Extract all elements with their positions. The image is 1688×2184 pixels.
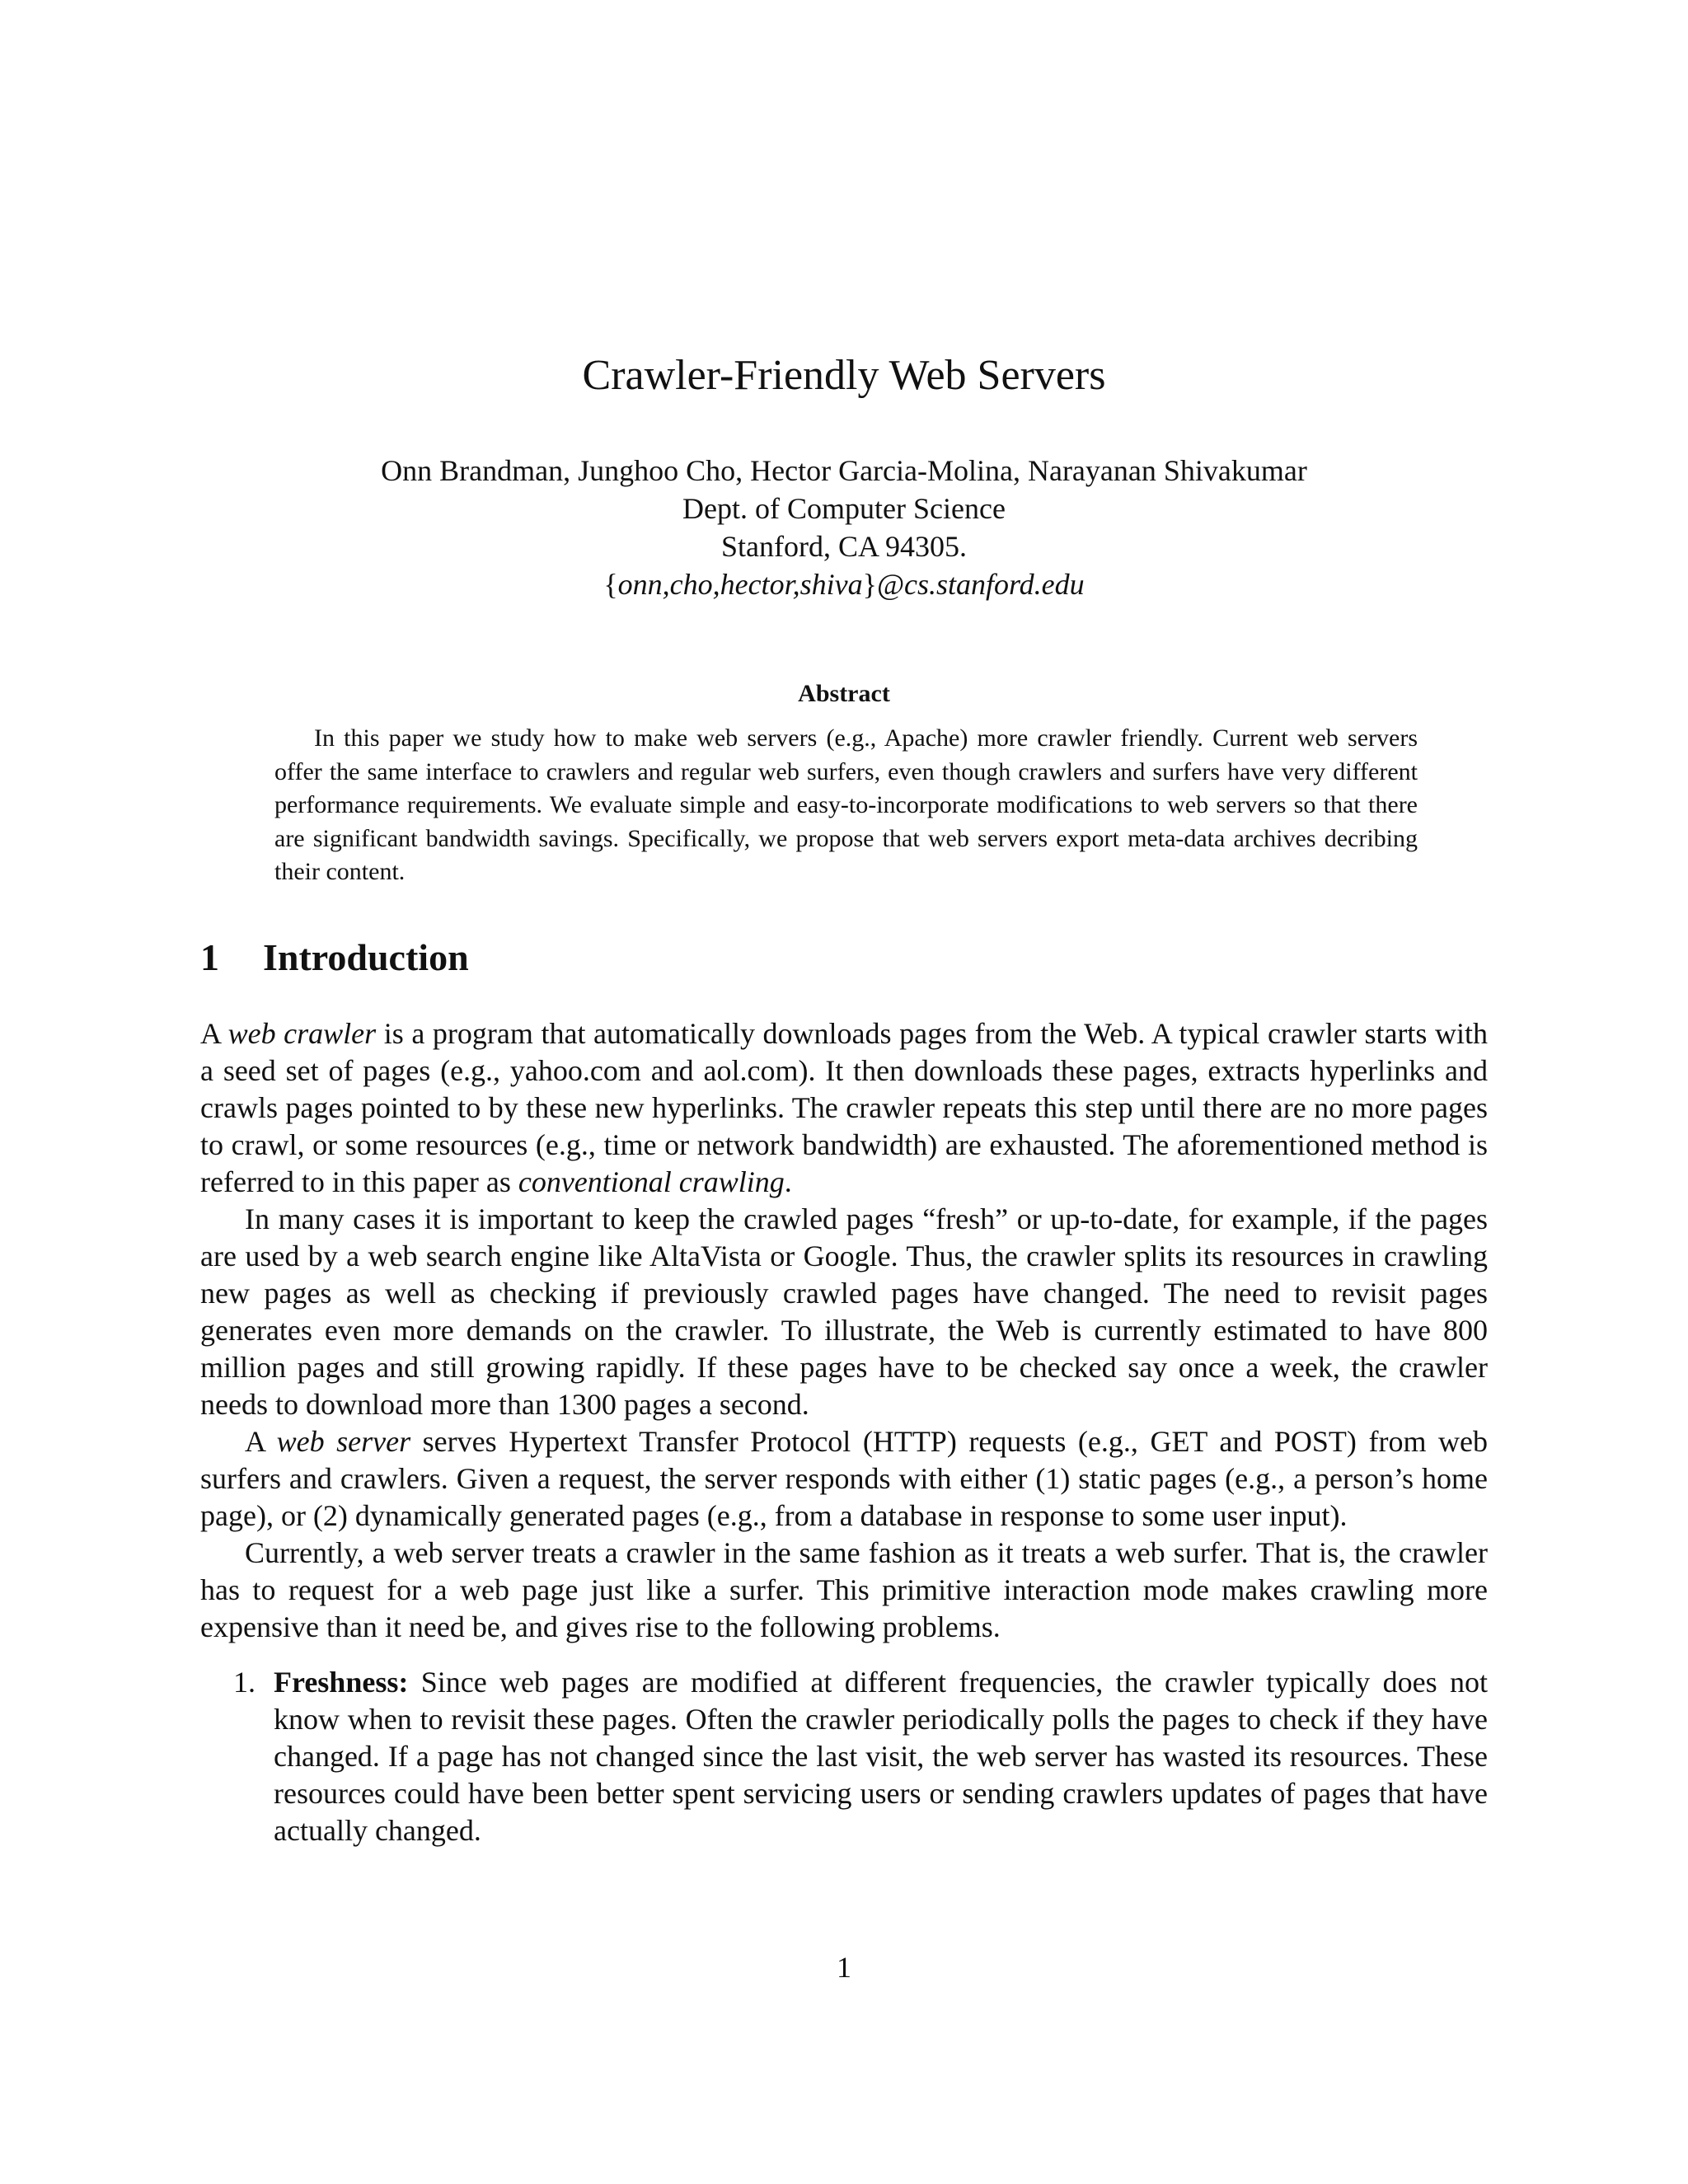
emphasis-web-server: web server: [276, 1425, 411, 1458]
list-marker: 1.: [233, 1666, 256, 1699]
paragraph-4: Currently, a web server treats a crawler in the same fashion as it treats a web surfer. That is, the crawler has to request for a web page just like a surfer. This primitive interaction mode makes crawling more expensive than it need be, and gives rise to the following problems.: [200, 1536, 1488, 1643]
section-body: [200, 1015, 1488, 1849]
author-department: Dept. of Computer Science: [682, 492, 1006, 525]
problem-list: [200, 1664, 1488, 1849]
emphasis-web-crawler: web crawler: [227, 1017, 377, 1050]
email-brace-open: {: [603, 568, 618, 601]
list-term: Freshness:: [274, 1666, 409, 1699]
list-item: [200, 1664, 1488, 1849]
paragraph-2: In many cases it is important to keep the crawled pages “fresh” or up-to-date, for example, if the pages are used by a web search engine like AltaVista or Google. Thus, the crawler splits its resources in crawling new pages as well as checking if previously crawled pages have changed. The need to revisit pages generates even more demands on the crawler. To illustrate, the Web is currently estimated to have 800 million pages and still growing rapidly. If these pages have to be checked say once a week, the crawler needs to download more than 1300 pages a second.: [200, 1202, 1488, 1421]
text-run: A: [245, 1425, 277, 1458]
text-run: is a program that automatically downloads pages from the Web. A typical crawler starts with a seed set of pages (e.g., yahoo.com and aol.com). It then downloads these pages, extracts hyperlinks and crawls pages pointed to by these new hyperlinks. The crawler repeats this step until there are no more pages to crawl, or some resources (e.g., time or network bandwidth) are exhausted. The aforementioned method is referred to in this paper as: [200, 1017, 1489, 1198]
section-title: Introduction: [263, 936, 469, 978]
author-block: [0, 452, 1688, 603]
email-domain: @cs.stanford.edu: [876, 568, 1085, 601]
paragraph-1: [200, 1015, 1488, 1201]
abstract-heading: Abstract: [798, 680, 890, 707]
text-run: serves Hypertext Transfer Protocol (HTTP) requests (e.g., GET and POST) from web surfers and crawlers. Given a request, the server responds with either (1) static pages (e.g., a person’s home page), or (2) dynamically generated pages (e.g., from a database in response to some user input).: [200, 1425, 1488, 1532]
emphasis-conventional-crawling: conventional crawling: [518, 1165, 785, 1198]
author-names: Onn Brandman, Junghoo Cho, Hector Garcia-Molina, Narayanan Shivakumar: [381, 454, 1307, 487]
text-run: .: [784, 1165, 792, 1198]
paper-title: Crawler-Friendly Web Servers: [582, 352, 1106, 399]
email-brace-close: }: [862, 568, 877, 601]
section-heading-introduction: [200, 935, 469, 979]
email-users: onn,cho,hector,shiva: [617, 568, 863, 601]
section-number: 1: [200, 936, 219, 978]
page-number: 1: [837, 1951, 851, 1984]
paragraph-3: [200, 1423, 1488, 1535]
text-run: A: [200, 1017, 228, 1050]
abstract-text: In this paper we study how to make web servers (e.g., Apache) more crawler friendly. Current web servers offer the same interface to crawlers and regular web surfers, even though crawlers and surfers have very different performance requirements. We evaluate simple and easy-to-incorporate modifications to web servers so that there are significant bandwidth savings. Specifically, we propose that web servers export meta-data archives decribing their content.: [274, 724, 1418, 885]
list-text: Since web pages are modified at different frequencies, the crawler typically does not know when to revisit these pages. Often the crawler periodically polls the pages to check if they have changed. If a page has not changed since the last visit, the web server has wasted its resources. These resources could have been better spent servicing users or sending crawlers updates of pages that have actually changed.: [274, 1666, 1488, 1847]
author-email: [0, 565, 1688, 603]
author-address: Stanford, CA 94305.: [720, 530, 967, 563]
